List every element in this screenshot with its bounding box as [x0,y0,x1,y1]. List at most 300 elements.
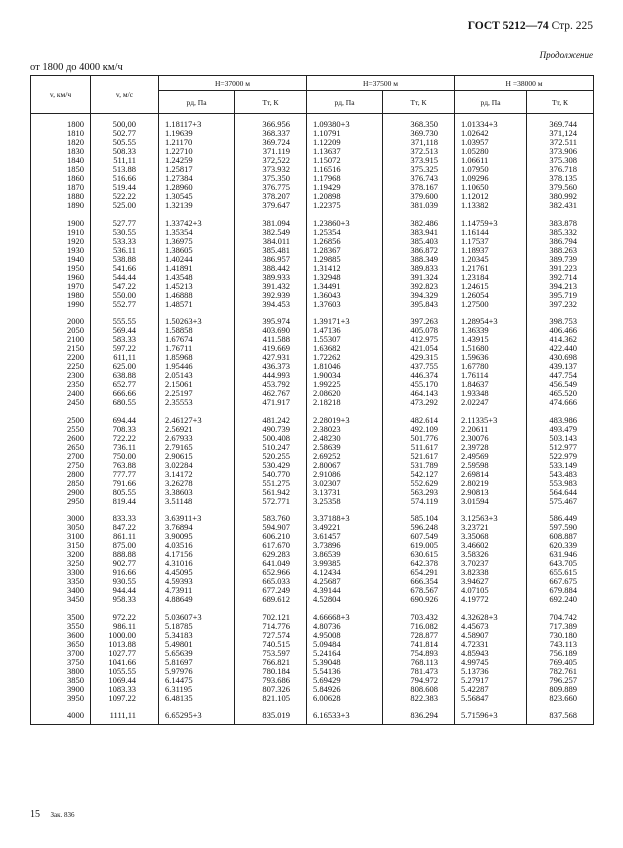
table-cell: 643.705 [549,558,577,568]
table-cell: 1.24615 [461,280,489,291]
table-cell: 652.77 [112,379,136,389]
table-cell: 4.31016 [165,558,193,568]
table-cell: 542.127 [410,468,438,479]
table-cell: 552.77 [112,298,136,309]
row-group [91,219,158,309]
row-group [31,219,90,309]
table-cell: 1860 [67,173,84,183]
table-cell: 3.23721 [461,522,489,532]
table-cell: 1027.77 [108,647,136,658]
row-group [383,219,454,309]
table-cell: 625.00 [112,361,136,371]
table-cell: 3.73896 [313,540,341,550]
table-cell: 2650 [67,441,84,452]
table-cell: 1.72262 [313,352,341,362]
table-cell: 4.12434 [313,567,341,577]
table-cell: 380.992 [549,191,577,201]
table-cell: 492.109 [410,423,438,434]
table-cell: 1960 [67,271,84,282]
table-cell: 1.20898 [313,191,341,201]
table-cell: 1041.66 [108,656,136,667]
table-cell: 481.242 [262,414,290,425]
table-cell: 4.85943 [461,647,489,658]
table-cell: 1.81046 [313,361,341,371]
table-cell: 510.247 [262,441,290,452]
row-group [91,514,158,604]
table-cell: 5.27917 [461,674,489,685]
row-group [527,416,593,506]
table-cell: 861.11 [112,531,136,541]
table-cell: 2.80219 [461,477,489,488]
table-cell: 2500 [67,414,84,425]
table-cell: 2.30076 [461,432,489,443]
table-cell: 2750 [67,459,84,470]
table-cell: 397.232 [549,298,577,309]
table-cell: 5.13736 [461,665,489,676]
table-cell: 369.724 [262,137,290,147]
table-cell: 3.86539 [313,549,341,559]
table-cell: 531.789 [410,459,438,470]
table-cell: 2.80067 [313,459,341,470]
table-cell: 1.26856 [313,235,341,246]
table-cell: 389.933 [262,271,290,282]
row-group [235,711,306,720]
table-cell: 769.405 [549,656,577,667]
table-cell: 2450 [67,397,84,407]
table-cell: 2.20611 [461,423,489,434]
col-h2: H=37500 м [307,76,455,91]
table-cell: 1.19429 [313,182,341,192]
table-cell: 750.00 [112,450,136,461]
table-cell: 564.644 [549,486,577,497]
table-cell: 2.69252 [313,450,341,461]
table-cell: 1069.44 [108,674,136,685]
table-cell: 809.889 [549,683,577,694]
table-cell: 572.771 [262,495,290,506]
table-cell: 1.30545 [165,191,193,201]
table-cell: 543.483 [549,468,577,479]
column-t2 [383,114,455,725]
table-cell: 1.28954+3 [461,316,498,326]
table-cell: 1980 [67,289,84,300]
continuation-label: Продолжение [539,50,593,60]
table-cell: 1.32948 [313,271,341,282]
table-cell: 743.113 [549,638,577,649]
table-cell: 638.88 [112,370,136,380]
table-cell: 1.34491 [313,280,341,291]
table-cell: 4.99745 [461,656,489,667]
table-cell: 916.66 [112,567,136,577]
table-cell: 471.917 [262,397,290,407]
table-cell: 708.33 [112,423,136,434]
table-cell: 2.15061 [165,379,193,389]
table-cell: 5.71596+3 [461,710,498,720]
table-cell: 563.293 [410,486,438,497]
table-cell: 835.019 [262,710,290,720]
table-cell: 1990 [67,298,84,309]
table-cell: 2350 [67,379,84,389]
row-group [307,317,382,407]
table-cell: 533.33 [112,235,136,246]
table-cell: 1.05280 [461,146,489,156]
table-cell: 1.33742+3 [165,217,202,228]
table-cell: 533.149 [549,459,577,470]
table-cell: 2.69814 [461,468,489,479]
table-cell: 666.354 [410,576,438,586]
table-cell: 530.429 [262,459,290,470]
table-cell: 395.974 [262,316,290,326]
table-cell: 474.666 [549,397,577,407]
table-cell: 631.946 [549,549,577,559]
col-v-ms: v, м/с [91,76,159,114]
table-cell: 381.039 [410,200,438,210]
table-cell: 369.730 [410,128,438,138]
table-cell: 378.167 [410,182,438,192]
table-cell: 754.893 [410,647,438,658]
table-cell: 4.45673 [461,620,489,631]
table-cell: 446.374 [410,370,438,380]
table-cell: 4.25687 [313,576,341,586]
table-cell: 3950 [67,692,84,703]
table-cell: 586.449 [549,513,577,523]
table-cell: 1880 [67,191,84,201]
table-cell: 722.22 [112,432,136,443]
table-cell: 368.350 [410,119,438,129]
table-cell: 1.01334+3 [461,119,498,129]
table-cell: 513.88 [112,164,136,174]
table-cell: 606.210 [262,531,290,541]
row-group [235,219,306,309]
table-cell: 2200 [67,352,84,362]
table-cell: 536.11 [112,244,136,255]
table-cell: 394.453 [262,298,290,309]
table-cell: 1.14759+3 [461,217,498,228]
row-group [235,120,306,210]
table-cell: 6.65295+3 [165,710,202,720]
row-group [159,613,234,703]
table-cell: 944.44 [112,585,136,595]
table-cell: 1810 [67,128,84,138]
table-cell: 3.37188+3 [313,513,350,523]
table-cell: 808.608 [410,683,438,694]
table-cell: 585.104 [410,513,438,523]
table-cell: 540.770 [262,468,290,479]
table-cell: 1.24259 [165,155,193,165]
table-cell: 394.213 [549,280,577,291]
table-cell: 704.742 [549,611,577,622]
table-cell: 678.567 [410,585,438,595]
table-cell: 3750 [67,656,84,667]
row-group [91,711,158,720]
table-cell: 3.02307 [313,477,341,488]
table-cell: 666.66 [112,388,136,398]
table-cell: 501.776 [410,432,438,443]
table-cell: 3.76894 [165,522,193,532]
table-cell: 1.55307 [313,334,341,344]
table-cell: 1.67674 [165,334,193,344]
table-cell: 3.25358 [313,495,341,506]
table-cell: 1.45213 [165,280,193,291]
table-cell: 679.884 [549,585,577,595]
column-p1 [159,114,235,725]
table-cell: 793.686 [262,674,290,685]
table-cell: 5.34183 [165,629,193,640]
table-cell: 1000.00 [108,629,136,640]
table-cell: 717.389 [549,620,577,631]
table-cell: 436.373 [262,361,290,371]
table-cell: 1.22375 [313,200,341,210]
table-cell: 371,124 [549,128,577,138]
table-cell: 538.88 [112,253,136,264]
table-cell: 3650 [67,638,84,649]
table-cell: 652.966 [262,567,290,577]
table-cell: 381.094 [262,217,290,228]
table-cell: 369.744 [549,119,577,129]
table-cell: 3850 [67,674,84,685]
table-cell: 1.58858 [165,325,193,335]
col-p2: pд, Па [307,91,383,114]
table-cell: 1970 [67,280,84,291]
table-cell: 519.44 [112,182,136,192]
row-group [455,711,526,720]
table-cell: 1.07950 [461,164,489,174]
table-cell: 388.263 [549,244,577,255]
table-cell: 395.843 [410,298,438,309]
table-cell: 667.675 [549,576,577,586]
table-cell: 1.67780 [461,361,489,371]
table-cell: 794.972 [410,674,438,685]
table-cell: 3.38603 [165,486,193,497]
table-cell: 583.760 [262,513,290,523]
table-cell: 371,118 [410,137,438,147]
column-p2 [307,114,383,725]
table-cell: 4.07105 [461,585,489,595]
table-cell: 1.27384 [165,173,193,183]
table-cell: 4.19772 [461,594,489,604]
table-cell: 5.24164 [313,647,341,658]
col-t3: Tт, К [527,91,594,114]
table-cell: 368.337 [262,128,290,138]
table-cell: 5.03607+3 [165,611,202,622]
table-cell: 379.647 [262,200,290,210]
row-group [31,514,90,604]
table-cell: 561.942 [262,486,290,497]
table-cell: 1.27500 [461,298,489,309]
table-cell: 464.143 [410,388,438,398]
table-cell: 2700 [67,450,84,461]
table-cell: 1.20345 [461,253,489,264]
table-cell: 2.05143 [165,370,193,380]
table-cell: 3700 [67,647,84,658]
table-cell: 4.95008 [313,629,341,640]
table-cell: 4000 [67,710,84,720]
table-cell: 2.38023 [313,423,341,434]
table-cell: 373.932 [262,164,290,174]
table-cell: 550.00 [112,289,136,300]
table-cell: 373.915 [410,155,438,165]
table-cell: 5.81697 [165,656,193,667]
row-group [307,613,382,703]
table-cell: 597.590 [549,522,577,532]
table-cell: 6.00628 [313,692,341,703]
table-cell: 1.39171+3 [313,316,350,326]
table-cell: 3.82338 [461,567,489,577]
table-cell: 555.55 [112,316,136,326]
table-cell: 1055.55 [108,665,136,676]
table-cell: 2050 [67,325,84,335]
table-cell: 1.43548 [165,271,193,282]
table-cell: 392.823 [410,280,438,291]
table-cell: 4.32628+3 [461,611,498,622]
table-cell: 453.792 [262,379,290,389]
table-cell: 3500 [67,611,84,622]
table-cell: 630.615 [410,549,438,559]
table-cell: 5.49801 [165,638,193,649]
table-cell: 394.329 [410,289,438,300]
table-cell: 553.983 [549,477,577,488]
table-cell: 2.28019+3 [313,414,350,425]
table-cell: 1.76711 [165,343,193,353]
table-cell: 2950 [67,495,84,506]
table-cell: 4.59393 [165,576,193,586]
table-cell: 823.660 [549,692,577,703]
table-cell: 782.761 [549,665,577,676]
table-cell: 714.776 [262,620,290,631]
table-cell: 2900 [67,486,84,497]
page-header [468,20,593,32]
table-cell: 837.568 [549,710,577,720]
col-t1: Tт, К [235,91,307,114]
table-cell: 2.18218 [313,397,341,407]
table-cell: 1.23184 [461,271,489,282]
table-cell: 375.325 [410,164,438,174]
row-group [159,416,234,506]
table-cell: 3.63911+3 [165,513,202,523]
column-v-ms [91,114,159,725]
row-group [455,416,526,506]
table-cell: 1.06611 [461,155,489,165]
table-cell: 2.58639 [313,441,341,452]
table-cell: 2.35553 [165,397,193,407]
table-cell: 378.207 [262,191,290,201]
table-cell: 596.248 [410,522,438,532]
table-cell: 694.44 [112,414,136,425]
table-cell: 1.40244 [165,253,193,264]
table-cell: 689.612 [262,594,290,604]
row-group [91,613,158,703]
table-cell: 391.432 [262,280,290,291]
col-p1: pд, Па [159,91,235,114]
table-cell: 972.22 [112,611,136,622]
table-cell: 382.549 [262,226,290,237]
table-cell: 5.69429 [313,674,341,685]
table-cell: 958.33 [112,594,136,604]
table-cell: 4.03516 [165,540,193,550]
order-number: Зак. 836 [50,811,75,819]
table-cell: 520.255 [262,450,290,461]
table-cell: 3550 [67,620,84,631]
table-cell: 552.629 [410,477,438,488]
row-group [31,711,90,720]
table-cell: 1.36975 [165,235,193,246]
table-cell: 444.993 [262,370,290,380]
row-group [383,514,454,604]
table-cell: 5.97976 [165,665,193,676]
table-cell: 371.119 [262,146,290,156]
table-cell: 763.88 [112,459,136,470]
page-footer [30,809,75,820]
table-cell: 511,11 [113,155,136,165]
table-cell: 385.481 [262,244,290,255]
row-group [91,416,158,506]
row-group [159,514,234,604]
table-cell: 620.339 [549,540,577,550]
table-cell: 1.19639 [165,128,193,138]
table-cell: 3300 [67,567,84,577]
table-cell: 1.63682 [313,343,341,353]
table-cell: 502.77 [112,128,136,138]
table-cell: 1900 [67,217,84,228]
table-cell: 376.718 [549,164,577,174]
table-cell: 3.02284 [165,459,193,470]
row-group [159,317,234,407]
table-cell: 642.378 [410,558,438,568]
col-p3: pд, Па [455,91,527,114]
table-cell: 376.775 [262,182,290,192]
table-cell: 3.51148 [165,495,193,506]
table-cell: 500.408 [262,432,290,443]
table-cell: 392.714 [549,271,577,282]
table-cell: 4.52804 [313,594,341,604]
table-cell: 619.005 [410,540,438,550]
table-cell: 768.113 [410,656,438,667]
table-cell: 482.614 [410,414,438,425]
table-cell: 1.25817 [165,164,193,174]
table-cell: 405.078 [410,325,438,335]
table-cell: 4.45095 [165,567,193,577]
table-cell: 805.55 [112,486,136,497]
table-cell: 430.698 [549,352,577,362]
row-group [31,613,90,703]
table-cell: 1.16516 [313,164,341,174]
row-group [235,317,306,407]
row-group [455,317,526,407]
table-cell: 2000 [67,316,84,326]
table-cell: 6.16533+3 [313,710,350,720]
row-group [455,613,526,703]
table-cell: 500,00 [112,119,136,129]
table-cell: 391.223 [549,262,577,273]
table-cell: 690.926 [410,594,438,604]
table-cell: 5.39048 [313,656,341,667]
row-group [527,120,593,210]
table-cell: 551.275 [262,477,290,488]
table-cell: 2400 [67,388,84,398]
table-cell: 525.00 [112,200,136,210]
table-cell: 395.719 [549,289,577,300]
table-body-row [31,114,594,725]
row-group [159,120,234,210]
table-cell: 1.22710 [165,146,193,156]
col-t2: Tт, К [383,91,455,114]
table-cell: 522.979 [549,450,577,461]
table-cell: 522.22 [112,191,136,201]
table-cell: 2.25197 [165,388,193,398]
table-cell: 392.939 [262,289,290,300]
table-cell: 875.00 [112,540,136,550]
table-cell: 1.26054 [461,289,489,300]
row-group [455,120,526,210]
